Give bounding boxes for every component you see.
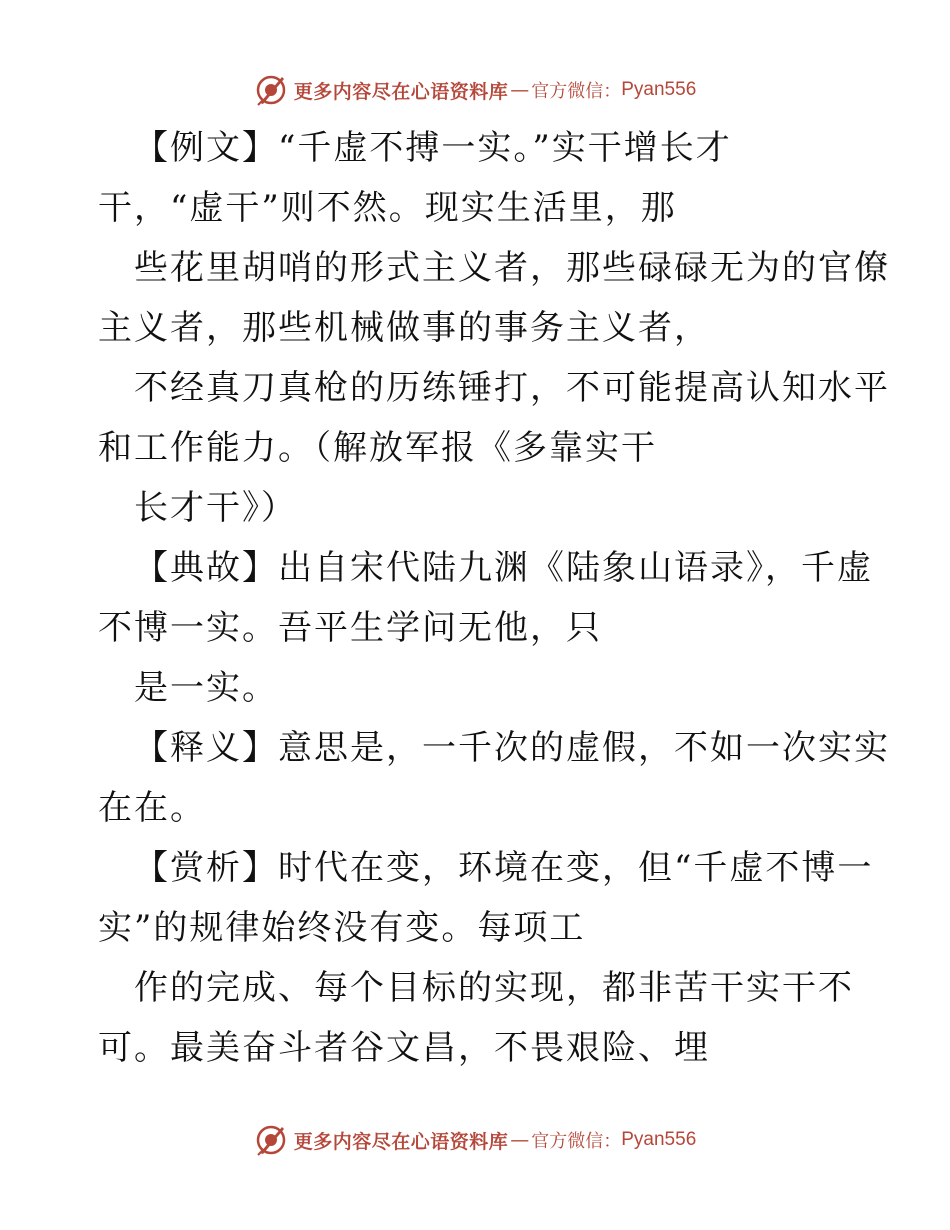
footer-watermark [0, 1120, 950, 1160]
text-line: 主义者，那些机械做事的事务主义者， [98, 308, 710, 348]
watermark-label: 官方微信： [531, 81, 622, 102]
text-line: 【例文】“千虚不搏一实。”实干增长才 [134, 128, 732, 168]
watermark-label: 官方微信： [531, 1131, 622, 1152]
watermark-wechat-id: Pyan556 [621, 79, 697, 100]
text-line: 【典故】出自宋代陆九渊《陆象山语录》，千虚 [134, 548, 873, 588]
header-watermark [0, 70, 950, 110]
watermark-brand: 更多内容尽在心语资料库 [293, 1130, 509, 1153]
text-line: 干，“虚干”则不然。现实生活里，那 [98, 188, 677, 228]
quill-pen-logo-icon [254, 73, 288, 107]
text-line: 长才干》） [134, 488, 297, 528]
text-line: 些花里胡哨的形式主义者，那些碌碌无为的官僚 [134, 248, 890, 288]
text-line: 【释义】意思是，一千次的虚假，不如一次实实 [134, 728, 890, 768]
text-line: 不经真刀真枪的历练锤打，不可能提高认知水平 [134, 368, 890, 408]
watermark-separator: — [510, 79, 530, 101]
text-line: 不博一实。吾平生学问无他，只 [98, 608, 602, 648]
text-line: 是一实。 [134, 668, 278, 708]
text-line: 【赏析】时代在变，环境在变，但“千虚不博一 [134, 848, 874, 888]
text-line: 作的完成、每个目标的实现，都非苦干实干不 [134, 968, 854, 1008]
watermark-brand: 更多内容尽在心语资料库 [293, 80, 509, 103]
document-body [98, 118, 890, 1078]
text-line: 和工作能力。（解放军报《多靠实干 [98, 428, 657, 468]
text-line: 在在。 [98, 788, 206, 828]
text-line: 可。最美奋斗者谷文昌，不畏艰险、埋 [98, 1028, 710, 1068]
watermark-separator: — [510, 1129, 530, 1151]
watermark-wechat-id: Pyan556 [621, 1129, 697, 1150]
quill-pen-logo-icon [254, 1123, 288, 1157]
text-line: 实”的规律始终没有变。每项工 [98, 908, 586, 948]
